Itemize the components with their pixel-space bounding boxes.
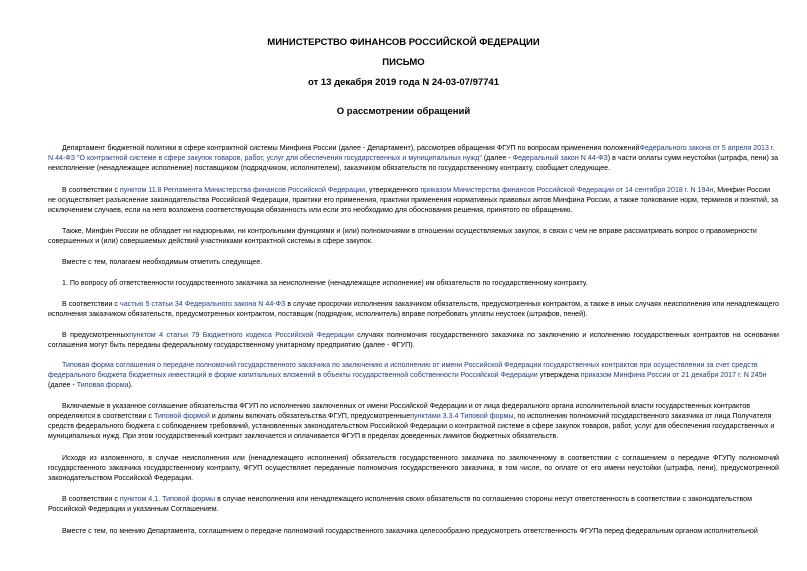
text: (далее -: [481, 154, 513, 163]
paragraph-11: [48, 494, 779, 514]
link-order-194n[interactable]: приказом Министерства финансов Российской Федерации от 14 сентября 2018 г. N 194н: [420, 186, 714, 194]
text: , по исполнению полномочий государственного заказчика от лица Получателя средств федерального бюджета с соблюдением требований, установленных законодательством Российской Федерации о контрактной системе в сфере закупок товаров, работ, услуг для обеспечения государственных и муниципальных нужд. При этом государственный контракт заключается и оплачивается ФГУП в пределах доведенных лимитов бюджетных обязательств.: [48, 412, 775, 441]
text: случаях полномочия государственного заказчика по заключению и исполнению государственных контрактов на основании соглашения могут быть переданы федеральному государственному унитарному предприятию (далее - ФГУП).: [48, 331, 780, 350]
paragraph-8: [48, 360, 779, 390]
text: , Минфин России не осуществляет разъяснение законодательства Российской Федерации, практики его применения, практики применения нормативных правовых актов Минфина России, а также толкование норм, терминов и понятий, за исключением случаев, если на него возложена соответствующая обязанность или если это необходимо для обоснования решения, принятого по обращению.: [48, 186, 779, 215]
paragraph-1: [48, 143, 779, 173]
paragraph-3: Также, Минфин России не обладает ни надзорными, ни контрольными функциями и (или) полномочиями в отношении осуществляемых закупок, в связи с чем не вправе рассматривать вопрос о правомерности совершенных и (или) совершаемых действий участниками контрактной системы в сфере закупок.: [48, 227, 757, 246]
paragraph-7: [48, 330, 779, 350]
text: , утвержденного: [365, 186, 421, 194]
text: в случае неисполнения или ненадлежащего исполнения своих обязательств по соглашению стороны несут ответственность в соответствии с законодательством Российской Федерации и указанным Соглашением.: [48, 495, 752, 514]
document-type: ПИСЬМО: [382, 57, 425, 68]
paragraph-2: [48, 185, 779, 215]
text: В предусмотренных: [62, 331, 130, 339]
text: утверждена: [537, 371, 581, 380]
text: Департамент бюджетной политики в сфере контрактной системы Минфина России (далее - Департамент), рассмотрев обращения ФГУП по вопросам применения положений: [62, 144, 640, 152]
link-clause-3-3-4[interactable]: пунктами 3.3.4 Типовой формы: [410, 412, 514, 421]
paragraph-4: Вместе с тем, полагаем необходимым отметить следующее.: [62, 258, 263, 266]
paragraph-12: Вместе с тем, по мнению Департамента, соглашением о передаче полномочий государственного заказчика целесообразно предусмотреть ответственность ФГУПа перед федеральным органом исполнительной: [62, 527, 758, 535]
text: В соответствии с: [62, 186, 120, 194]
link-clause-4-1[interactable]: пунктом 4.1. Типовой формы: [119, 495, 216, 503]
link-budget-code-article-79[interactable]: пунктом 4 статьи 79 Бюджетного кодекса Российской Федерации: [129, 331, 354, 339]
text: ) в части оплаты сумм неустойки (штрафа, пени) за неисполнение (ненадлежащее исполнение) поставщиком (подрядчиком, исполнителем), заказчиком обязательств по государственному контракту, сообщает следующее.: [48, 154, 779, 173]
link-order-245n[interactable]: приказом Минфина России от 21 декабря 2017 г. N 245н: [580, 371, 767, 380]
document-date-number: от 13 декабря 2019 года N 24-03-07/97741: [308, 77, 499, 88]
paragraph-9: [48, 401, 779, 441]
text: (далее -: [48, 381, 77, 390]
text: В соответствии с: [62, 495, 120, 503]
text: В соответствии с: [62, 300, 120, 308]
text: и должны включать обязательства ФГУП, предусмотренные: [209, 412, 411, 421]
link-regulation-11-8[interactable]: пунктом 11.8 Регламента Министерства финансов Российской Федерации: [119, 186, 366, 194]
text: ).: [128, 381, 133, 390]
link-federal-law-44fz-full[interactable]: Федерального закона от 5 апреля 2013 г. N 44-ФЗ "О контрактной системе в сфере закупок товаров, работ, услуг для обеспечения государственных и муниципальных нужд": [48, 144, 775, 163]
link-article-34-part-5[interactable]: частью 5 статьи 34 Федерального закона N 44-ФЗ: [120, 300, 286, 308]
paragraph-6: [48, 299, 779, 319]
link-federal-law-44fz[interactable]: Федеральный закон N 44-ФЗ: [512, 154, 608, 163]
text: Включаемые в указанное соглашение обязательства ФГУП по исполнению заключенных от имени Российской Федерации и от лица федерального органа исполнительной власти государственных контрактов определяются в соответствии с: [48, 402, 751, 421]
link-standard-agreement-form[interactable]: Типовая форма соглашения о передаче полномочий государственного заказчика по заключению и исполнению от имени Российской Федерации государственных контрактов при осуществлении за счет средств федерального бюджета бюджетных инвестиций в форме капитальных вложений в объекты государственной собственности Российской Федерации: [48, 361, 758, 380]
link-standard-form-2[interactable]: Типовой формой: [153, 412, 210, 421]
paragraph-10: Исходя из изложенного, в случае неисполнения или (ненадлежащего исполнения) обязательств государственного заказчика по заключенному в соответствии с соглашением о передаче ФГУПу полномочий государственного заказчика государственному контракту, ФГУП осуществляет переданные полномочия государственного заказчика, в том числе, по оплате от его имени неустойки (штрафа, пени), предусмотренной законодательством Российской Федерации.: [48, 454, 779, 483]
paragraph-5: 1. По вопросу об ответственности государственного заказчика за неисполнение (ненадлежащее исполнение) им обязательств по государственному контракту.: [62, 279, 588, 287]
document-subject: О рассмотрении обращений: [336, 106, 471, 117]
text: в случае просрочки исполнения заказчиком обязательств, предусмотренных контрактом, а также в иных случаях неисполнения или ненадлежащего исполнения заказчиком обязательств, предусмотренных контрактом, поставщик (подрядчик, исполнитель) вправе потребовать уплаты неустоек (штрафов, пеней).: [48, 300, 779, 319]
ministry-title: МИНИСТЕРСТВО ФИНАНСОВ РОССИЙСКОЙ ФЕДЕРАЦИИ: [267, 37, 540, 48]
link-standard-form[interactable]: Типовая форма: [76, 381, 129, 390]
